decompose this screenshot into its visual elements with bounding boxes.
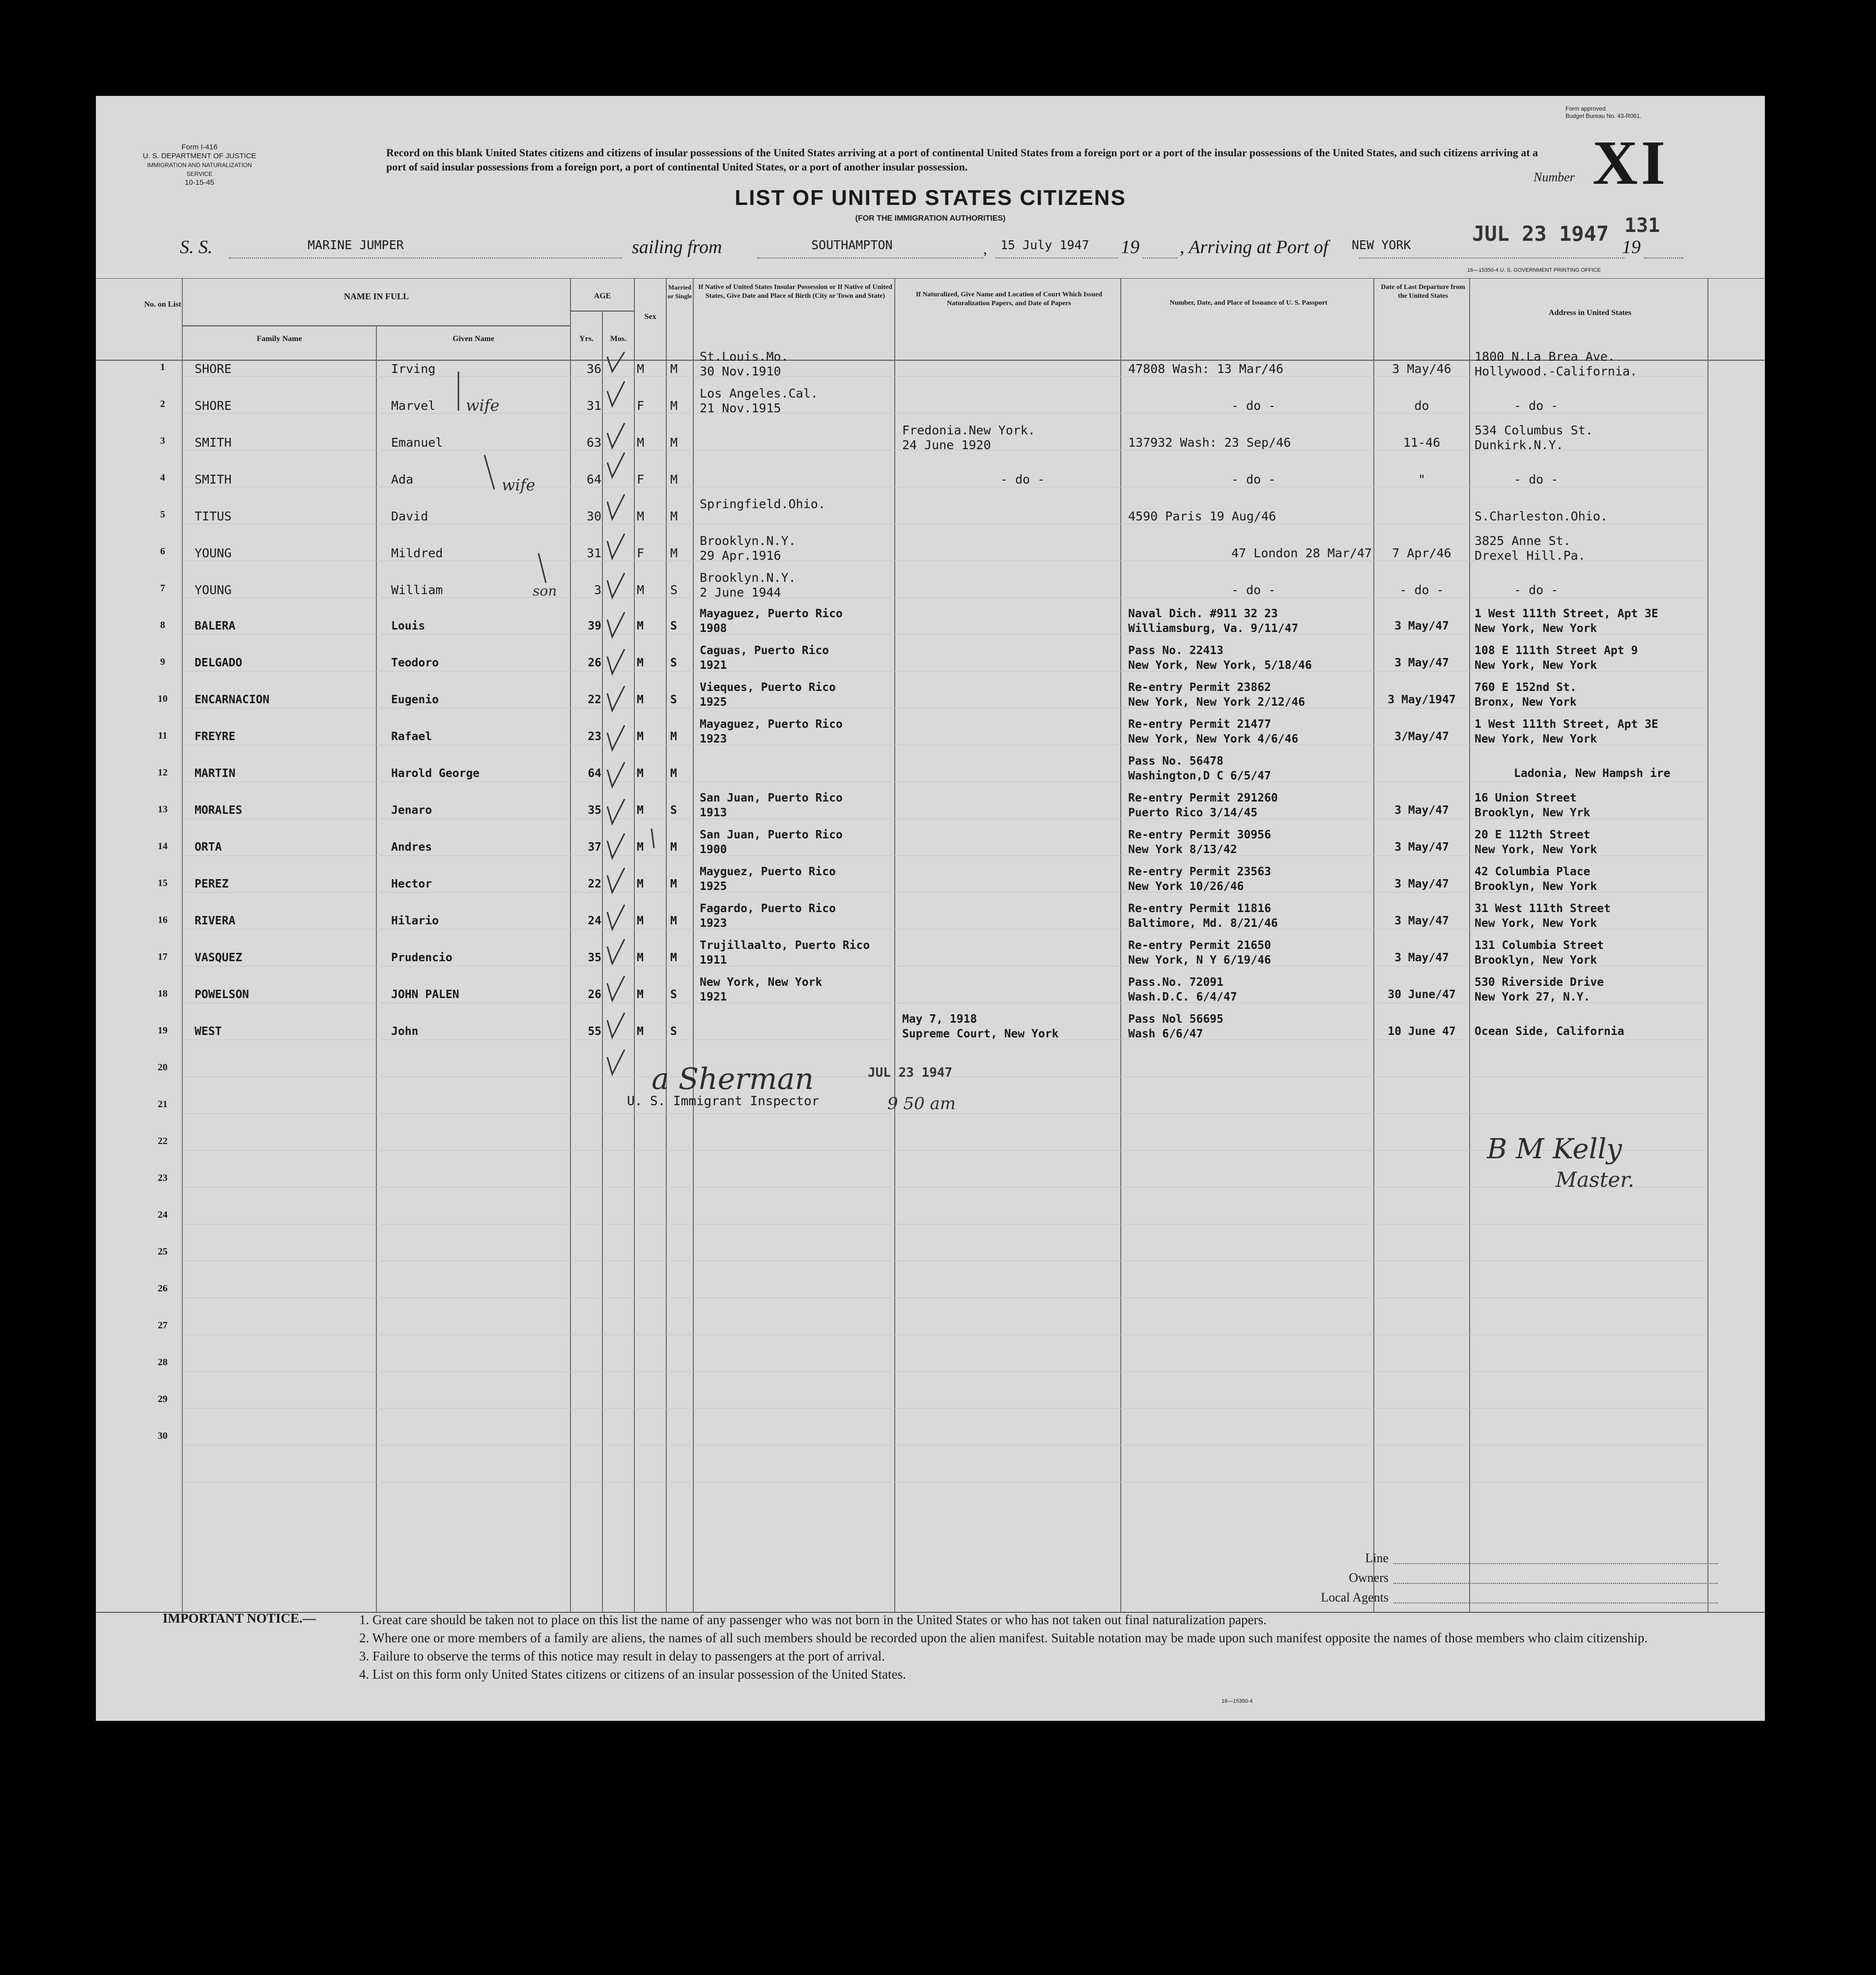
passport-cell: 4590 Paris 19 Aug/46 <box>1128 509 1277 523</box>
age-years-cell: 31 <box>586 546 601 560</box>
family-name-cell: SMITH <box>195 435 232 450</box>
inspector-title: U. S. Immigrant Inspector <box>627 1094 820 1109</box>
notice-item: 2. Where one or more members of a family are aliens, the names of all such members should be recorded upon the alien manifest. Suitable notation may be made upon such manifest opposite the names of those members who claim citizenship. <box>359 1631 1648 1645</box>
family-name-cell: MORALES <box>195 804 242 817</box>
marital-status-cell: M <box>670 915 677 927</box>
page-title: LIST OF UNITED STATES CITIZENS <box>735 186 1126 210</box>
notice-item: 1. Great care should be taken not to place on this list the name of any passenger who was not born in the United States or who has not taken out final naturalization papers. <box>359 1612 1267 1627</box>
header-given-name: Given Name <box>453 335 494 343</box>
given-name-cell: Emanuel <box>391 435 443 450</box>
marital-status-cell: S <box>670 1025 677 1038</box>
record-instructions: Record on this blank United States citizens and citizens of insular possessions of the United States arriving at a port of continental United States from a foreign port or a port of the insular possessions of the United States, and such citizens arriving at a port of said insular possessions from a foreign port, a port of continental United States, or a port of another insular possession. <box>386 146 1538 173</box>
birthplace-cell: 1921 <box>700 659 727 672</box>
row-number: 5 <box>160 509 165 520</box>
last-departure-cell: 3 May/47 <box>1394 620 1449 632</box>
address-cell: 20 E 112th Street <box>1475 829 1591 841</box>
row-number: 22 <box>158 1136 168 1146</box>
passport-cell: Washington,D C 6/5/47 <box>1128 770 1271 782</box>
last-departure-cell: " <box>1418 472 1426 487</box>
row-number: 23 <box>158 1173 168 1183</box>
address-cell: 760 E 152nd St. <box>1475 681 1577 694</box>
family-name-cell: SMITH <box>195 472 232 487</box>
row-number: 13 <box>158 804 168 815</box>
last-departure-cell: 3 May/47 <box>1394 804 1449 817</box>
sex-cell: M <box>637 841 644 854</box>
marital-status-cell: M <box>670 546 678 560</box>
address-cell: New York, New York <box>1475 843 1597 856</box>
header-family-name: Family Name <box>256 335 302 343</box>
address-cell: New York, New York <box>1475 659 1597 672</box>
footer-code: 16—15350-4 <box>1222 1698 1253 1704</box>
row-number: 17 <box>158 951 168 962</box>
passport-cell: Re-entry Permit 21477 <box>1128 718 1271 731</box>
age-years-cell: 23 <box>588 730 601 743</box>
birthplace-cell: Mayguez, Puerto Rico <box>700 865 836 878</box>
given-name-cell: Hilario <box>391 915 439 927</box>
family-name-cell: FREYRE <box>195 730 236 743</box>
master-title: Master. <box>1556 1168 1635 1192</box>
sex-cell: M <box>637 362 645 376</box>
family-name-cell: SHORE <box>195 399 232 413</box>
header-sex: Sex <box>644 313 656 321</box>
row-number: 29 <box>158 1394 168 1404</box>
family-name-cell: WEST <box>195 1025 222 1038</box>
passport-cell: Puerto Rico 3/14/45 <box>1128 806 1258 819</box>
address-cell: 31 West 111th Street <box>1475 902 1611 915</box>
row-number: 30 <box>158 1431 168 1441</box>
page-subtitle: (FOR THE IMMIGRATION AUTHORITIES) <box>855 214 1006 223</box>
passport-cell: New York, New York, 5/18/46 <box>1128 659 1312 672</box>
age-years-cell: 55 <box>588 1025 601 1038</box>
birthplace-cell: St.Louis.Mo. <box>700 349 789 364</box>
note-wife-1: wife <box>466 396 500 415</box>
budget-bureau-line: Budget Bureau No. 43-R061. <box>1565 113 1642 119</box>
sex-cell: M <box>637 693 644 706</box>
sex-cell: M <box>637 988 644 1001</box>
marital-status-cell: M <box>670 435 678 450</box>
marital-status-cell: M <box>670 399 678 413</box>
arrival-date-stamp: JUL 23 1947 <box>1472 222 1609 246</box>
row-number: 20 <box>158 1062 168 1073</box>
given-name-cell: Marvel <box>391 399 436 413</box>
row-number: 10 <box>158 693 168 704</box>
family-name-cell: YOUNG <box>195 583 232 597</box>
row-number: 12 <box>158 767 168 778</box>
sailing-label: sailing from <box>632 237 722 258</box>
given-name-cell: John <box>391 1025 419 1038</box>
age-years-cell: 26 <box>588 988 601 1001</box>
naturalization-cell: May 7, 1918 <box>902 1013 977 1026</box>
birthplace-cell: Brooklyn.N.Y. <box>700 534 796 548</box>
last-departure-cell: 3/May/47 <box>1394 730 1449 743</box>
row-number: 18 <box>158 988 168 999</box>
last-departure-cell: 3 May/47 <box>1394 915 1449 927</box>
header-birth: If Native of United States Insular Possession or If Native of United States, Give Date and Place of Birth (City or Town and State) <box>698 284 892 300</box>
address-cell: New York, New York <box>1475 917 1597 930</box>
last-departure-cell: 3 May/1947 <box>1388 693 1456 706</box>
passport-cell: Re-entry Permit 23862 <box>1128 681 1271 694</box>
address-cell: Brooklyn, New Yrk <box>1475 806 1591 819</box>
port-of-departure: SOUTHAMPTON <box>811 238 893 252</box>
row-number: 8 <box>160 620 165 630</box>
birthplace-cell: Fagardo, Puerto Rico <box>700 902 836 915</box>
age-years-cell: 39 <box>588 620 601 632</box>
note-wife-2: wife <box>502 476 536 494</box>
marital-status-cell: M <box>670 509 678 523</box>
family-name-cell: ORTA <box>195 841 222 854</box>
address-cell: 534 Columbus St. <box>1475 423 1593 437</box>
address-cell: S.Charleston.Ohio. <box>1475 509 1608 523</box>
notice-items <box>359 1611 1750 1684</box>
row-number: 7 <box>160 583 165 594</box>
passport-cell: - do - <box>1231 472 1276 487</box>
handwritten-marks <box>96 96 1764 1720</box>
row-number: 16 <box>158 915 168 925</box>
header-no-on-list: No. on List <box>144 300 181 309</box>
form-date: 10-15-45 <box>184 178 215 187</box>
header-address: Address in United States <box>1548 309 1632 317</box>
given-name-cell: Prudencio <box>391 951 453 964</box>
header-age: AGE <box>594 292 611 300</box>
address-cell: - do - <box>1514 472 1559 487</box>
passport-cell: Wash 6/6/47 <box>1128 1028 1203 1040</box>
approval-line: Form approved. <box>1565 105 1607 112</box>
row-number: 1 <box>160 362 165 372</box>
sex-cell: M <box>637 730 644 743</box>
birthplace-cell: 1900 <box>700 843 727 856</box>
birthplace-cell: Caguas, Puerto Rico <box>700 644 829 657</box>
notice-item: 4. List on this form only United States citizens or citizens of an insular possession of the United States. <box>359 1667 906 1682</box>
passport-cell: Re-entry Permit 23563 <box>1128 865 1271 878</box>
department-name: U. S. DEPARTMENT OF JUSTICE <box>142 152 256 160</box>
row-number: 21 <box>158 1099 168 1110</box>
given-name-cell: Rafael <box>391 730 432 743</box>
given-name-cell: William <box>391 583 443 597</box>
marital-status-cell: S <box>670 988 677 1001</box>
address-cell: New York, New York <box>1475 622 1597 635</box>
sex-cell: F <box>637 472 645 487</box>
naturalization-cell: 24 June 1920 <box>902 438 991 452</box>
sex-cell: M <box>637 509 645 523</box>
sex-cell: F <box>637 546 645 560</box>
sex-cell: M <box>637 620 644 632</box>
address-cell: New York, New York <box>1475 733 1597 745</box>
marital-status-cell: M <box>670 841 677 854</box>
passport-cell: Re-entry Permit 291260 <box>1128 792 1278 804</box>
birthplace-cell: 1925 <box>700 880 727 893</box>
age-years-cell: 35 <box>588 804 601 817</box>
row-number: 27 <box>158 1320 168 1331</box>
given-name-cell: Irving <box>391 362 436 376</box>
row-number: 19 <box>158 1025 168 1036</box>
age-years-cell: 31 <box>586 399 601 413</box>
last-departure-cell: 3 May/47 <box>1394 878 1449 890</box>
passport-cell: - do - <box>1231 583 1276 597</box>
family-name-cell: ENCARNACION <box>195 693 270 706</box>
passport-cell: New York, New York 4/6/46 <box>1128 733 1299 745</box>
birthplace-cell: 1913 <box>700 806 727 819</box>
sex-cell: M <box>637 583 645 597</box>
given-name-cell: Eugenio <box>391 693 439 706</box>
number-label: Number <box>1534 170 1575 184</box>
age-years-cell: 64 <box>588 767 601 780</box>
passport-cell: Naval Dich. #911 32 23 <box>1128 607 1278 620</box>
header-last-departure: Date of Last Departure from the United States <box>1381 284 1465 300</box>
given-name-cell: Ada <box>391 472 414 487</box>
birthplace-cell: Los Angeles.Cal. <box>700 386 818 401</box>
passport-cell: Pass No. 56478 <box>1128 755 1223 768</box>
address-cell: - do - <box>1514 399 1559 413</box>
birthplace-cell: 1911 <box>700 954 727 967</box>
marital-status-cell: M <box>670 767 677 780</box>
age-years-cell: 22 <box>588 693 601 706</box>
row-number: 11 <box>158 730 168 741</box>
address-cell: - do - <box>1514 583 1559 597</box>
last-departure-cell: 3 May/46 <box>1392 362 1451 376</box>
marital-status-cell: M <box>670 362 678 376</box>
birthplace-cell: San Juan, Puerto Rico <box>700 792 843 804</box>
given-name-cell: Mildred <box>391 546 443 560</box>
age-years-cell: 3 <box>594 583 601 597</box>
address-cell: Hollywood.-California. <box>1475 364 1638 378</box>
marital-status-cell: S <box>670 620 677 632</box>
age-years-cell: 22 <box>588 878 601 890</box>
passport-cell: Pass Nol 56695 <box>1128 1013 1223 1026</box>
marital-status-cell: M <box>670 951 677 964</box>
list-roman-number: XI <box>1592 128 1669 198</box>
birthplace-cell: New York, New York <box>700 976 823 989</box>
header-name-in-full: NAME IN FULL <box>343 291 409 301</box>
last-departure-cell: 10 June 47 <box>1388 1025 1456 1038</box>
birthplace-cell: Brooklyn.N.Y. <box>700 571 796 585</box>
inspection-time-note: 9 50 am <box>887 1094 956 1114</box>
row-number: 4 <box>160 472 165 483</box>
header-passport: Number, Date, and Place of Issuance of U. S. Passport <box>1169 299 1328 307</box>
master-signature: B M Kelly <box>1487 1133 1622 1165</box>
address-cell: 108 E 111th Street Apt 9 <box>1475 644 1638 657</box>
form-number: Form I-416 <box>181 143 218 151</box>
manifest-sheet: Form I-416 U. S. DEPARTMENT OF JUSTICE IMMIGRATION AND NATURALIZATION SERVICE 10-15-45 Record on this blank United States citizens and citizens of insular possessions of the United States arriving at a port of continental United States from a foreign port or a port of the insular possessions of the United States, and such citizens arriving at a port of said insular possessions from a foreign port, a port of continental United States, or a port of another insular possession. Form approved. Budget Bureau No. 43-R061. Number XI LIST OF UNITED STATES CITIZENS (FOR THE IMMIGRATION AUTHORITIES) S. S. MARINE JUMPER sailing from SOUTHAMPTON , 15 July 1947 19 , Arriving at Port of NEW YORK JUL 23 1947 19 131 16—15350-4 U. S. GOVERNMENT PRINTING OFFICE No. on List NAME IN FULL Family Name Given Name AGE Yrs. Mos. Sex Married or Single If Native of United States Insular Possession or If Native of United States, Give Date and Place of Birth (City or Town and State) If Naturalized, Give Name and Location of Court Which Issued Naturalization Papers, and Date of Papers Number, Date, and Place of Issuance of U. S. Passport Date of Last Departure from the United States Address in United States 1 2 3 4 5 6 7 8 9 10 11 12 13 14 15 16 17 18 19 20 21 22 23 24 25 26 27 28 29 30 SHORE Irving 36 M M St.Louis.Mo. 30 Nov.1910 47808 Wash: 13 Mar/46 3 May/46 1800 N.La Brea Ave. Hollywood.-California. SHORE Marvel 31 F M Los Angeles.Cal. 21 Nov.1915 - do - do - do - SMITH Emanuel 63 M M Fredonia.New York. 24 June 1920 137932 Wash: 23 Sep/46 11-46 534 Columbus St. Dunkirk.N.Y. SMITH Ada 64 F M - do - - do - " - do - TITUS David 30 M M Springfield.Ohio. 4590 Paris 19 Aug/46 S.Charleston.Ohio. YOUNG Mildred 31 F M Brooklyn.N.Y. 29 Apr.1916 47 London 28 Mar/47 7 Apr/46 3825 Anne St. Drexel Hill.Pa. YOUNG William 3 M S Brooklyn.N.Y. 2 June 1944 - do - - do - - do - BALERA Louis 39 M S Mayaguez, Puerto Rico 1908 Naval Dich. #911 32 23 Williamsburg, Va. 9/11/47 3 May/47 1 West 111th Street, Apt 3E New York, New York DELGADO Teodoro 26 M S Caguas, Puerto Rico 1921 Pass No. 22413 New York, New York, 5/18/46 3 May/47 108 E 111th Street Apt 9 New York, New York ENCARNACION Eugenio 22 M S Vieques, Puerto Rico 1925 Re-entry Permit 23862 New York, New York 2/12/46 3 May/1947 760 E 152nd St. Bronx, New York FREYRE Rafael 23 M M Mayaguez, Puerto Rico 1923 Re-entry Permit 21477 New York, New York 4/6/46 3/May/47 1 West 111th Street, Apt 3E New York, New York MARTIN Harold George 64 M M Pass No. 56478 Washington,D C 6/5/47 Ladonia, New Hampsh ire MORALES Jenaro 35 M S San Juan, Puerto Rico 1913 Re-entry Permit 291260 Puerto Rico 3/14/45 3 May/47 16 Union Street Brooklyn, New Yrk ORTA Andres 37 M M San Juan, Puerto Rico 1900 Re-entry Permit 30956 New York 8/13/42 3 May/47 20 E 112th Street New York, New York PEREZ Hector 22 M M Mayguez, Puerto Rico 1925 Re-entry Permit 23563 New York 10/26/46 3 May/47 42 Columbia Place Brooklyn, New York RIVERA Hilario 24 M M Fagardo, Puerto Rico 1923 Re-entry Permit 11816 Baltimore, Md. 8/21/46 3 May/47 31 West 111th Street New York, New York VASQUEZ Prudencio 35 M M Trujillaalto, Puerto Rico 1911 Re-entry Permit 21650 New York, N Y 6/19/46 3 May/47 131 Columbia Street Brooklyn, New York POWELSON JOHN PALEN 26 M S New York, New York 1921 Pass.No. 72091 Wash.D.C. 6/4/47 30 June/47 530 Riverside Drive New York 27, N.Y. WEST John 55 M S May 7, 1918 Supreme Court, New York Pass Nol 56695 Wash 6/6/47 10 June 47 Ocean Side, California wife wife son a Sherman U. S. Immigrant Inspector JUL 23 1947 9 50 am B M Kelly Master. Line Owners Local Agents IMPORTANT NOTICE.— 1. Great care should be taken not to place on this list the name of any passenger who was not born in the United States or who has not taken out final naturalization papers. 2. Where one or more members of a family are aliens, the names of all such members should be recorded upon the alien manifest. Suitable notation may be made upon such manifest opposite the names of those members who claim citizenship. 3. Failure to observe the terms of this notice may result in delay to passengers at the port of arrival. 4. List on this form only United States citizens or citizens of an insular possession of the United States. 16—15350-4 <box>96 96 1765 1721</box>
marital-status-cell: S <box>670 583 678 597</box>
given-name-cell: Jenaro <box>391 804 432 817</box>
birthplace-cell: 30 Nov.1910 <box>700 364 781 378</box>
passport-cell: New York 8/13/42 <box>1128 843 1237 856</box>
row-number: 9 <box>160 657 165 667</box>
passport-cell: Re-entry Permit 11816 <box>1128 902 1271 915</box>
address-cell: Dunkirk.N.Y. <box>1475 438 1563 452</box>
line-label: Line <box>1365 1551 1389 1565</box>
note-son: son <box>533 583 557 599</box>
naturalization-cell: - do - <box>1000 472 1045 487</box>
address-cell: 3825 Anne St. <box>1475 534 1571 548</box>
ss-label: S. S. <box>180 237 213 258</box>
marital-status-cell: M <box>670 472 678 487</box>
row-number: 24 <box>158 1209 168 1220</box>
arrival-year-prefix: 19 <box>1622 237 1641 258</box>
port-of-arrival: NEW YORK <box>1352 238 1411 252</box>
passport-cell: Re-entry Permit 30956 <box>1128 829 1271 841</box>
address-cell: 1 West 111th Street, Apt 3E <box>1475 607 1658 620</box>
header-years: Yrs. <box>579 335 594 343</box>
passport-cell: Pass No. 22413 <box>1128 644 1223 657</box>
birthplace-cell: 2 June 1944 <box>700 585 781 600</box>
sex-cell: M <box>637 878 644 890</box>
marital-status-cell: M <box>670 730 677 743</box>
address-cell: Ocean Side, California <box>1475 1025 1624 1038</box>
last-departure-cell: - do - <box>1399 583 1444 597</box>
family-name-cell: TITUS <box>195 509 232 523</box>
birthplace-cell: Mayaguez, Puerto Rico <box>700 718 843 731</box>
given-name-cell: Louis <box>391 620 426 632</box>
family-name-cell: PEREZ <box>195 878 229 890</box>
service-name: IMMIGRATION AND NATURALIZATION SERVICE <box>147 162 252 177</box>
owners-label: Owners <box>1349 1571 1389 1585</box>
marital-status-cell: S <box>670 657 677 669</box>
family-name-cell: DELGADO <box>195 657 242 669</box>
last-departure-cell: 3 May/47 <box>1394 657 1449 669</box>
address-cell: New York 27, N.Y. <box>1475 991 1591 1003</box>
ship-name: MARINE JUMPER <box>308 238 404 252</box>
passport-cell: New York 10/26/46 <box>1128 880 1244 893</box>
passport-cell: - do - <box>1231 399 1276 413</box>
passport-cell: Pass.No. 72091 <box>1128 976 1223 989</box>
birthplace-cell: 21 Nov.1915 <box>700 401 781 415</box>
sex-cell: M <box>637 915 644 927</box>
sailing-date: 15 July 1947 <box>1000 238 1089 252</box>
birthplace-cell: Springfield.Ohio. <box>700 497 825 511</box>
sex-cell: M <box>637 804 644 817</box>
birthplace-cell: 1908 <box>700 622 727 635</box>
passport-cell: 47808 Wash: 13 Mar/46 <box>1128 362 1284 376</box>
family-name-cell: MARTIN <box>195 767 236 780</box>
inspection-date-stamp: JUL 23 1947 <box>868 1065 953 1080</box>
marital-status-cell: M <box>670 878 677 890</box>
notice-heading: IMPORTANT NOTICE.— <box>163 1611 316 1626</box>
row-number: 6 <box>160 546 165 557</box>
marital-status-cell: S <box>670 804 677 817</box>
row-number: 3 <box>160 435 165 446</box>
birthplace-cell: 1923 <box>700 733 727 745</box>
header-naturalized: If Naturalized, Give Name and Location of Court Which Issued Naturalization Papers, and Date of Papers <box>915 291 1103 307</box>
birthplace-cell: 1923 <box>700 917 727 930</box>
row-number: 26 <box>158 1283 168 1294</box>
address-cell: 16 Union Street <box>1475 792 1577 804</box>
given-name-cell: Teodoro <box>391 657 439 669</box>
passport-cell: Williamsburg, Va. 9/11/47 <box>1128 622 1299 635</box>
given-name-cell: JOHN PALEN <box>391 988 459 1001</box>
naturalization-cell: Fredonia.New York. <box>902 423 1035 437</box>
row-number: 25 <box>158 1246 168 1257</box>
address-cell: Drexel Hill.Pa. <box>1475 548 1586 563</box>
address-cell: Bronx, New York <box>1475 696 1577 709</box>
age-years-cell: 30 <box>586 509 601 523</box>
birthplace-cell: 29 Apr.1916 <box>700 548 781 563</box>
birthplace-cell: Trujillaalto, Puerto Rico <box>700 939 870 952</box>
last-departure-cell: 3 May/47 <box>1394 951 1449 964</box>
family-name-cell: POWELSON <box>195 988 249 1001</box>
sex-cell: M <box>637 1025 644 1038</box>
sex-cell: M <box>637 657 644 669</box>
sex-cell: M <box>637 435 645 450</box>
last-departure-cell: 3 May/47 <box>1394 841 1449 854</box>
address-cell: 530 Riverside Drive <box>1475 976 1604 989</box>
address-cell: 1 West 111th Street, Apt 3E <box>1475 718 1658 731</box>
age-years-cell: 35 <box>588 951 601 964</box>
passport-cell: New York, New York 2/12/46 <box>1128 696 1306 709</box>
address-cell: Brooklyn, New York <box>1475 954 1597 967</box>
family-name-cell: RIVERA <box>195 915 236 927</box>
given-name-cell: Hector <box>391 878 432 890</box>
notice-item: 3. Failure to observe the terms of this notice may result in delay to passengers at the port of arrival. <box>359 1649 885 1663</box>
given-name-cell: Andres <box>391 841 432 854</box>
page-number-stamp: 131 <box>1624 214 1660 237</box>
age-years-cell: 64 <box>586 472 601 487</box>
printing-office-note: 16—15350-4 U. S. GOVERNMENT PRINTING OFFICE <box>1467 267 1601 273</box>
year-prefix: 19 <box>1121 237 1139 258</box>
passport-cell: 47 London 28 Mar/47 <box>1231 546 1372 560</box>
family-name-cell: BALERA <box>195 620 236 632</box>
local-agents-label: Local Agents <box>1321 1590 1389 1604</box>
row-number: 2 <box>160 399 165 409</box>
address-cell: Ladonia, New Hampsh ire <box>1514 767 1671 780</box>
given-name-cell: David <box>391 509 428 523</box>
row-number: 14 <box>158 841 168 852</box>
birthplace-cell: Mayaguez, Puerto Rico <box>700 607 843 620</box>
birthplace-cell: San Juan, Puerto Rico <box>700 829 843 841</box>
naturalization-cell: Supreme Court, New York <box>902 1028 1059 1040</box>
family-name-cell: VASQUEZ <box>195 951 242 964</box>
sex-cell: F <box>637 399 645 413</box>
sex-cell: M <box>637 767 644 780</box>
passport-cell: New York, N Y 6/19/46 <box>1128 954 1271 967</box>
address-cell: 42 Columbia Place <box>1475 865 1591 878</box>
address-cell: 131 Columbia Street <box>1475 939 1604 952</box>
header-months: Mos. <box>610 335 627 343</box>
age-years-cell: 24 <box>588 915 601 927</box>
arriving-label: , Arriving at Port of <box>1180 237 1329 258</box>
address-cell: 1800 N.La Brea Ave. <box>1475 349 1615 364</box>
sex-cell: M <box>637 951 644 964</box>
age-years-cell: 36 <box>586 362 601 376</box>
last-departure-cell: 11-46 <box>1403 435 1441 450</box>
family-name-cell: YOUNG <box>195 546 232 560</box>
family-name-cell: SHORE <box>195 362 232 376</box>
given-name-cell: Harold George <box>391 767 480 780</box>
birthplace-cell: Vieques, Puerto Rico <box>700 681 836 694</box>
header-married-or-single: Married or Single <box>667 284 692 300</box>
address-cell: Brooklyn, New York <box>1475 880 1597 893</box>
last-departure-cell: 30 June/47 <box>1388 988 1456 1001</box>
inspector-signature: a Sherman <box>652 1062 814 1096</box>
passport-cell: Re-entry Permit 21650 <box>1128 939 1271 952</box>
age-years-cell: 26 <box>588 657 601 669</box>
birthplace-cell: 1921 <box>700 991 727 1003</box>
age-years-cell: 63 <box>586 435 601 450</box>
row-number: 15 <box>158 878 168 888</box>
row-number: 28 <box>158 1357 168 1368</box>
passport-cell: 137932 Wash: 23 Sep/46 <box>1128 435 1291 450</box>
birthplace-cell: 1925 <box>700 696 727 709</box>
last-departure-cell: 7 Apr/46 <box>1392 546 1451 560</box>
passport-cell: Wash.D.C. 6/4/47 <box>1128 991 1237 1003</box>
passport-cell: Baltimore, Md. 8/21/46 <box>1128 917 1278 930</box>
last-departure-cell: do <box>1414 399 1429 413</box>
marital-status-cell: S <box>670 693 677 706</box>
age-years-cell: 37 <box>588 841 601 854</box>
